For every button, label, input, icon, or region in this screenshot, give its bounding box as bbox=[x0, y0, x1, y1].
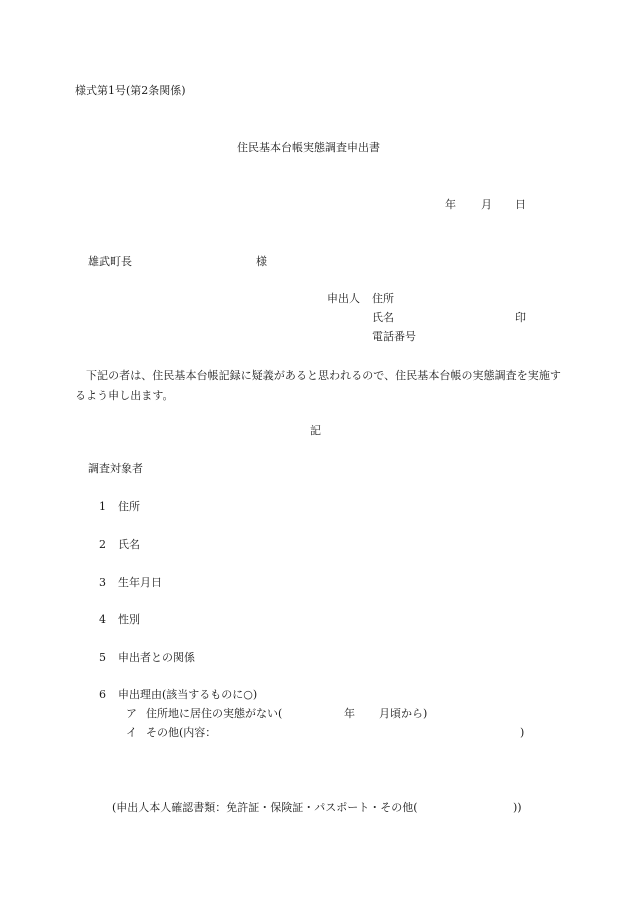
reason-a-mark: ア bbox=[126, 707, 137, 720]
item-number: 2 bbox=[99, 538, 106, 551]
reason-a-year-label: 年 bbox=[344, 707, 355, 720]
item-label: 氏名 bbox=[118, 538, 140, 551]
date-day-label: 日 bbox=[515, 198, 526, 211]
target-heading: 調査対象者 bbox=[88, 462, 143, 475]
addressee-name: 雄武町長 bbox=[88, 255, 132, 268]
document-title: 住民基本台帳実態調査申出書 bbox=[237, 141, 380, 154]
date-month-label: 月 bbox=[481, 198, 492, 211]
item-number: 4 bbox=[99, 613, 106, 626]
item-label: 申出者との関係 bbox=[118, 651, 195, 664]
request-statement: 下記の者は、住民基本台帳記録に疑義があると思われるので、住民基本台帳の実態調査を実施するよう申し出ます。 bbox=[75, 369, 561, 402]
reason-b-text: その他(内容： bbox=[146, 726, 217, 739]
ki-heading: 記 bbox=[310, 424, 321, 437]
applicant-label: 申出人 bbox=[327, 292, 360, 305]
item-number: 3 bbox=[99, 576, 106, 589]
item-label: 住所 bbox=[118, 500, 140, 513]
reason-b-mark: イ bbox=[126, 726, 137, 739]
id-documents-text: (申出人本人確認書類：免許証・保険証・パスポート・その他( bbox=[112, 801, 418, 814]
form-number: 様式第1号(第2条関係) bbox=[75, 84, 186, 97]
item-number: 1 bbox=[99, 500, 106, 513]
addressee-honorific: 様 bbox=[256, 255, 267, 268]
reason-a-text: 住所地に居住の実態がない( bbox=[146, 707, 283, 720]
applicant-phone-label: 電話番号 bbox=[372, 330, 416, 343]
id-documents-close-paren: )) bbox=[513, 801, 522, 814]
item-number: 5 bbox=[99, 651, 106, 664]
date-year-label: 年 bbox=[445, 198, 456, 211]
reason-b-close-paren: ) bbox=[520, 726, 525, 739]
applicant-address-label: 住所 bbox=[372, 292, 394, 305]
applicant-name-label: 氏名 bbox=[372, 311, 394, 324]
item-number: 6 bbox=[99, 688, 106, 701]
item-label: 生年月日 bbox=[118, 576, 162, 589]
item-label: 申出理由(該当するものに○) bbox=[118, 688, 258, 701]
reason-a-month-label: 月頃から) bbox=[379, 707, 428, 720]
item-label: 性別 bbox=[118, 613, 140, 626]
seal-label: 印 bbox=[515, 311, 526, 324]
